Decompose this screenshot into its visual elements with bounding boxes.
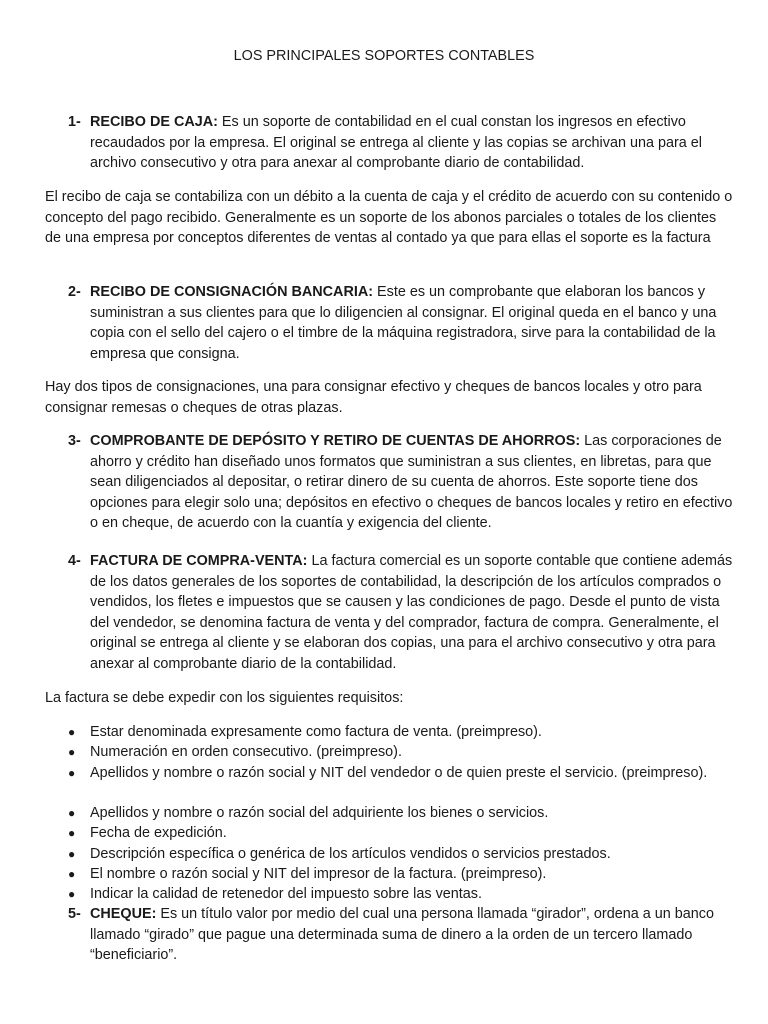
requirement-text: Apellidos y nombre o razón social del adquiriente los bienes o servicios. <box>90 805 549 821</box>
requirement-list-item <box>45 884 735 905</box>
requirement-text: Apellidos y nombre o razón social y NIT del vendedor o de quien preste el servicio. (preimpreso). <box>90 765 708 781</box>
bullet-icon: ● <box>68 725 76 739</box>
requirement-list-item <box>45 844 735 865</box>
numbered-item-cheque <box>45 904 735 966</box>
bullet-icon: ● <box>68 867 76 881</box>
requirement-text: Estar denominada expresamente como factura de venta. (preimpreso). <box>90 724 542 740</box>
item-heading: COMPROBANTE DE DEPÓSITO Y RETIRO DE CUENTAS DE AHORROS: <box>90 433 581 449</box>
requirement-list-item <box>45 864 735 885</box>
item-text: Este es un comprobante que elaboran los bancos y suministran a sus clientes para que lo diligencien al consignar. El original queda en el banco y una copia con el sello del cajero o el timbre de la máquina registradora, sirve para la contabilidad de la empresa que consigna. <box>90 284 717 362</box>
bullet-icon: ● <box>68 847 76 861</box>
item-heading: RECIBO DE CONSIGNACIÓN BANCARIA: <box>90 284 374 300</box>
item-body <box>90 551 735 675</box>
requirement-list-item <box>45 763 735 784</box>
requirement-list-item <box>45 722 735 743</box>
item-number: 5- <box>68 906 81 922</box>
item-body <box>90 112 735 174</box>
paragraph-requisitos-intro: La factura se debe expedir con los siguientes requisitos: <box>45 690 404 706</box>
item-text: Es un título valor por medio del cual una persona llamada “girador”, ordena a un banco llamado “girado” que pague una determinada suma de dinero a la orden de un tercero llamado “beneficiario”. <box>90 906 714 964</box>
requirement-text: Numeración en orden consecutivo. (preimpreso). <box>90 744 402 760</box>
bullet-icon: ● <box>68 766 76 780</box>
item-text: Las corporaciones de ahorro y crédito han diseñado unos formatos que suministran a sus clientes, en libretas, para que sean diligenciados al depositar, o retirar dinero de su cuenta de ahorros. Este soporte tiene dos opciones para elegir solo una; depósitos en efectivo o cheques de bancos locales y retiro en efectivo o en cheque, de acuerdo con la cuantía y exigencia del cliente. <box>90 433 733 532</box>
numbered-item-recibo-de-caja <box>45 112 735 174</box>
requirement-list-item <box>45 742 735 763</box>
item-heading: FACTURA DE COMPRA-VENTA: <box>90 553 308 569</box>
item-number: 3- <box>68 433 81 449</box>
requirement-list-item <box>45 803 735 824</box>
item-heading: CHEQUE: <box>90 906 157 922</box>
requirement-text: Indicar la calidad de retenedor del impuesto sobre las ventas. <box>90 886 482 902</box>
item-body <box>90 904 735 966</box>
requirement-list-item <box>45 823 735 844</box>
bullet-icon: ● <box>68 745 76 759</box>
item-heading: RECIBO DE CAJA: <box>90 114 218 130</box>
item-number: 1- <box>68 114 81 130</box>
document-title: LOS PRINCIPALES SOPORTES CONTABLES <box>233 48 535 64</box>
item-text: Es un soporte de contabilidad en el cual constan los ingresos en efectivo recaudados por la empresa. El original se entrega al cliente y las copias se archivan una para el archivo consecutivo y otra para anexar al comprobante diario de contabilidad. <box>90 114 702 172</box>
numbered-item-recibo-consignacion <box>45 282 735 364</box>
requirement-text: Descripción específica o genérica de los artículos vendidos o servicios prestados. <box>90 846 611 862</box>
bullet-icon: ● <box>68 806 76 820</box>
item-body <box>90 282 735 364</box>
bullet-icon: ● <box>68 826 76 840</box>
numbered-item-factura <box>45 551 735 675</box>
item-body <box>90 431 735 534</box>
bullet-icon: ● <box>68 887 76 901</box>
numbered-item-comprobante-deposito <box>45 431 735 534</box>
item-number: 2- <box>68 284 81 300</box>
item-text: La factura comercial es un soporte contable que contiene además de los datos generales de los soportes de contabilidad, la descripción de los artículos comprados o vendidos, los fletes e impuestos que se causen y las condiciones de pago. Desde el punto de vista del vendedor, se denomina factura de venta y del comprador, factura de compra. Generalmente, el original se entrega al cliente y se elaboran dos copias, una para el archivo consecutivo y otra para anexar al comprobante diario de la contabilidad. <box>90 553 733 672</box>
requirement-text: Fecha de expedición. <box>90 825 227 841</box>
item-number: 4- <box>68 553 81 569</box>
paragraph-recibo-caja: El recibo de caja se contabiliza con un débito a la cuenta de caja y el crédito de acuerdo con su contenido o concepto del pago recibido. Generalmente es un soporte de los abonos parciales o totales de los clientes de una empresa por conceptos diferentes de ventas al contado ya que para ellas el soporte es la factura <box>45 189 733 247</box>
requirement-text: El nombre o razón social y NIT del impresor de la factura. (preimpreso). <box>90 866 547 882</box>
paragraph-consignaciones: Hay dos tipos de consignaciones, una para consignar efectivo y cheques de bancos locales y otro para consignar remesas o cheques de otras plazas. <box>45 379 702 416</box>
